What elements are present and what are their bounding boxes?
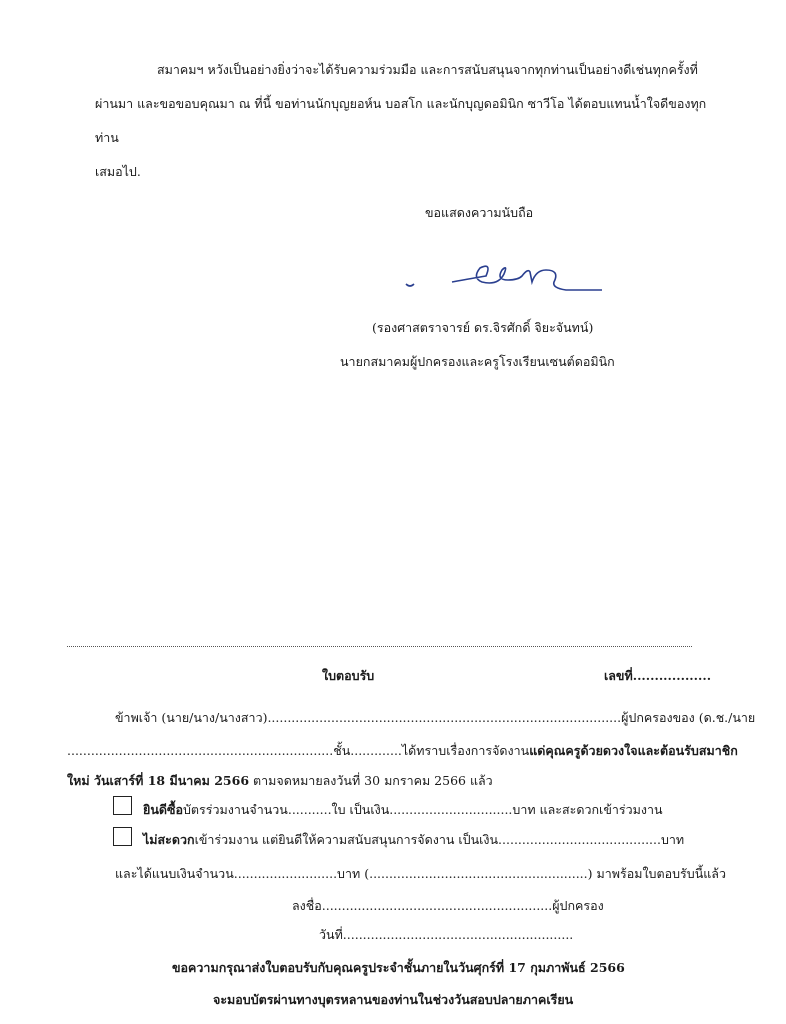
paragraph-line-1: สมาคมฯ หวังเป็นอย่างยิ่งว่าจะได้รับความร่วมมือ และการสนับสนุนจากทุกท่านเป็นอย่างดีเช่นทุกครั้งที่	[157, 62, 698, 77]
payment-line: และได้แนบเงินจำนวน..........................บาท (.......................................................) มาพร้อมใบตอบรับนี้แล้ว	[115, 866, 726, 881]
cut-line	[67, 646, 692, 647]
form-line-1: ข้าพเจ้า (นาย/นาง/นางสาว).........................................................................................ผู้ปกครองของ (ด.ช./นาย	[115, 710, 756, 725]
form-line-2: ...................................................................ชั้น.............ได้ทราบเรื่องการจัดงานแด่คุณครูด้วยดวงใจและต้อนรับสมาชิก	[67, 743, 738, 758]
form-number: เลขที่..................	[604, 668, 712, 683]
form-title: ใบตอบรับ	[322, 668, 375, 683]
form-line-3: ใหม่ วันเสาร์ที่ 18 มีนาคม 2566 ตามจดหมายลงวันที่ 30 มกราคม 2566 แล้ว	[67, 773, 493, 788]
note-deadline: ขอความกรุณาส่งใบตอบรับกับคุณครูประจำชั้นภายในวันศุกร์ที่ 17 กุมภาพันธ์ 2566	[172, 960, 625, 975]
option-not-attend: ไม่สะดวกเข้าร่วมงาน แต่ยินดีให้ความสนับสนุนการจัดงาน เป็นเงิน.........................................บาท	[143, 832, 685, 847]
date-line: วันที่..........................................................	[319, 927, 574, 942]
signatory-title: นายกสมาคมผู้ปกครองและครูโรงเรียนเซนต์ดอมินิก	[340, 354, 615, 369]
option-attend: ยินดีซื้อบัตรร่วมงานจำนวน...........ใบ เป็นเงิน...............................บาท และสะดวกเข้าร่วมงาน	[143, 802, 663, 817]
paragraph-line-2: ผ่านมา และขอขอบคุณมา ณ ที่นี้ ขอท่านนักบุญยอห์น บอสโก และนักบุญดอมินิก ซาวีโอ ได้ตอบแทนน้ำใจดีของทุกท่าน	[95, 96, 707, 145]
note-ticket-delivery: จะมอบบัตรผ่านทางบุตรหลานของท่านในช่วงวันสอบปลายภาคเรียน	[213, 992, 574, 1007]
not-attend-checkbox[interactable]	[113, 827, 132, 846]
signature-image	[400, 258, 610, 298]
closing-text: ขอแสดงความนับถือ	[425, 205, 534, 220]
signatory-name: (รองศาสตราจารย์ ดร.จิรศักดิ์ จิยะจันทน์)	[372, 320, 594, 335]
attend-checkbox[interactable]	[113, 796, 132, 815]
paragraph-line-3: เสมอไป.	[95, 164, 141, 179]
sign-line: ลงชื่อ..........................................................ผู้ปกครอง	[292, 898, 604, 913]
letter-paragraph	[95, 53, 710, 189]
